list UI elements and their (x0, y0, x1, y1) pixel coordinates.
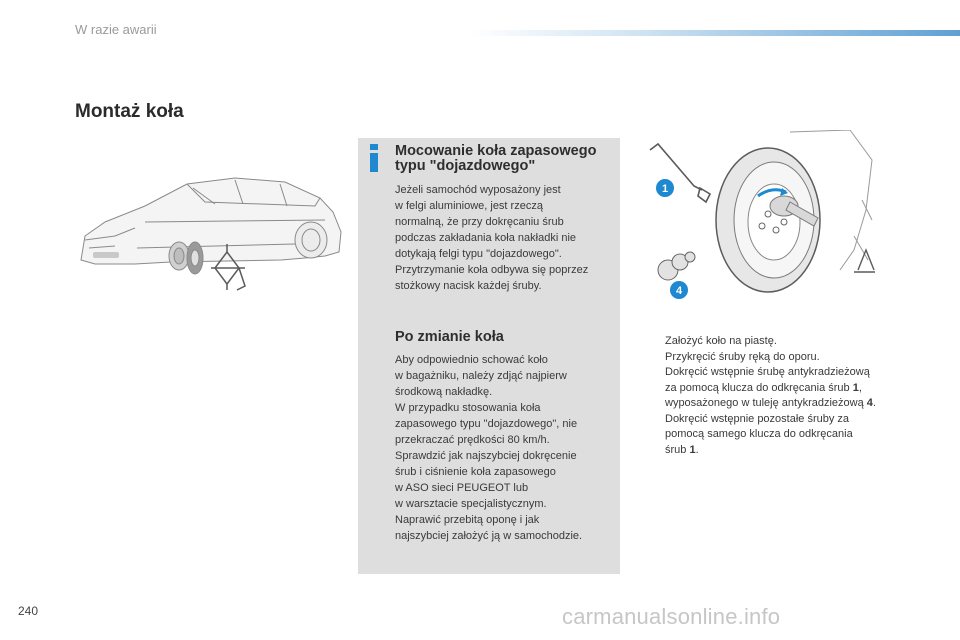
step-ref: 1 (852, 381, 859, 394)
info-heading-spare-wheel: Mocowanie koła zapasowego typu "dojazdowego" (395, 143, 597, 174)
info-box (358, 138, 620, 574)
mounting-steps-list (646, 334, 896, 458)
step-item (646, 365, 896, 412)
callout-1-badge (656, 179, 674, 197)
step-item (646, 350, 896, 366)
info-paragraph-spare-wheel: Jeżeli samochód wyposażony jest w felgi aluminiowe, jest rzeczą normalną, że przy dokręcaniu śrub podczas zakładania koła nakładki nie dotykają felgi typu "dojazdowego". Przytrzymanie koła odbywa się poprzez stożkowy nacisk każdej śruby. (395, 184, 589, 292)
info-heading-after-change: Po zmianie koła (395, 329, 504, 345)
step-text-part: Dokręcić wstępnie pozostałe śruby za pomocą samego klucza do odkręcania śrub (665, 412, 853, 456)
car-jack-illustration (75, 140, 347, 300)
callout-4-label: 4 (675, 285, 683, 297)
step-item (646, 412, 896, 459)
header-section-title: W razie awarii (75, 22, 157, 37)
step-ref: 4 (866, 397, 873, 409)
step-text-part: . (695, 443, 699, 456)
step-text-part: Dokręcić wstępnie śrubę antykradzieżową za pomocą klucza do odkręcania śrub (665, 366, 870, 394)
info-paragraph-after-change: Aby odpowiednio schować koło w bagażniku, należy zdjąć najpierw środkową nakładkę. W przypadku stosowania koła zapasowego typu "dojazdowego", nie przekraczać prędkości 80 km/h. Sprawdzić jak najszybciej dokręcenie śrub i ciśnienie koła zapasowego w ASO sieci PEUGEOT lub w warsztacie specjalistycznym. Naprawić przebitą oponę i jak najszybciej założyć ją w samochodzie. (395, 354, 583, 542)
step-text: Założyć koło na piastę. (665, 335, 777, 347)
step-item (646, 334, 896, 350)
step-text: Przykręcić śruby ręką do oporu. (665, 350, 820, 363)
info-icon (366, 144, 382, 172)
callout-4-badge (670, 281, 688, 299)
footer-watermark: carmanualsonline.info (562, 604, 781, 629)
callout-1-label: 1 (661, 183, 669, 195)
step-text-part: , wyposażonego w tuleję antykradzieżową (665, 381, 864, 409)
step-text (665, 413, 853, 456)
page-title: Montaż koła (75, 101, 184, 122)
step-text (665, 366, 876, 409)
page-number: 240 (18, 604, 39, 618)
wheel-mounting-illustration (640, 130, 875, 315)
header-gradient-bar (470, 30, 960, 36)
step-text-part: . (872, 397, 876, 409)
step-ref: 1 (689, 443, 696, 456)
